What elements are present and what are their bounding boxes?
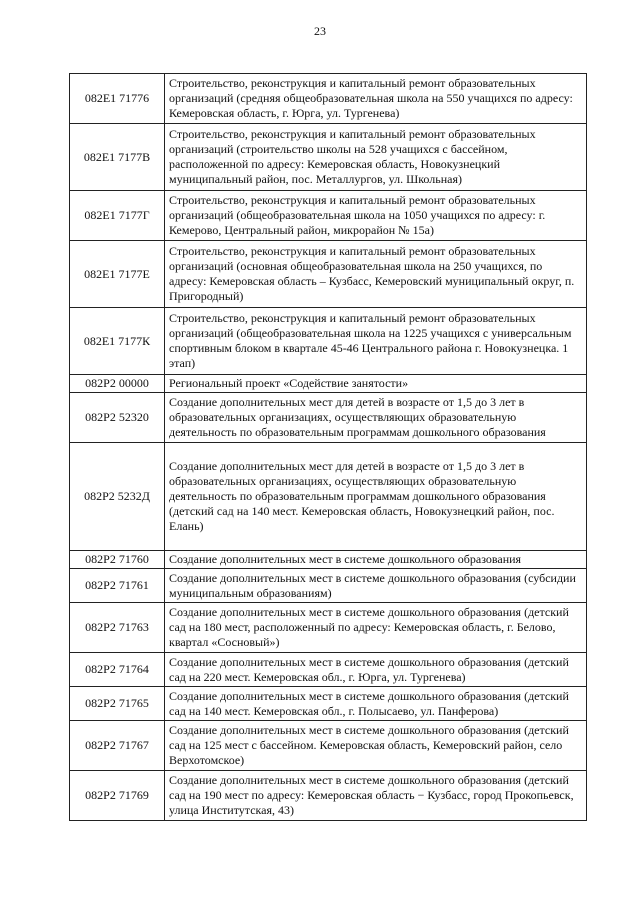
code-cell: 082P2 71764 [70, 653, 165, 687]
description-cell: Создание дополнительных мест в системе дошкольного образования (детский сад на 220 мест. Кемеровская обл., г. Юрга, ул. Тургенева) [165, 653, 587, 687]
table-row [70, 74, 587, 124]
code-cell: 082E1 7177Е [70, 241, 165, 308]
table-row [70, 443, 587, 551]
table-row [70, 569, 587, 603]
table-row [70, 241, 587, 308]
code-cell: 082P2 71761 [70, 569, 165, 603]
description-cell: Создание дополнительных мест в системе дошкольного образования [165, 551, 587, 569]
code-cell: 082E1 71776 [70, 74, 165, 124]
code-cell: 082P2 5232Д [70, 443, 165, 551]
code-cell: 082E1 7177Г [70, 191, 165, 241]
description-cell: Строительство, реконструкция и капитальный ремонт образовательных организаций (строительство школы на 528 учащихся с бассейном, расположенной по адресу: Кемеровская область, Новокузнецкий муниципальный район, пос. Металлургов, ул. Школьная) [165, 124, 587, 191]
table-row [70, 191, 587, 241]
table-row [70, 653, 587, 687]
table-row [70, 721, 587, 771]
description-cell: Строительство, реконструкция и капитальный ремонт образовательных организаций (основная общеобразовательная школа на 250 учащихся, по адресу: Кемеровская область – Кузбасс, Кемеровский муниципальный округ, п. Пригородный) [165, 241, 587, 308]
table-row [70, 687, 587, 721]
code-cell: 082P2 00000 [70, 375, 165, 393]
table-row [70, 124, 587, 191]
table-row [70, 603, 587, 653]
code-cell: 082P2 71767 [70, 721, 165, 771]
code-cell: 082E1 7177К [70, 308, 165, 375]
description-cell: Строительство, реконструкция и капитальный ремонт образовательных организаций (общеобразовательная школа на 1225 учащихся с универсальным спортивным блоком в квартале 45-46 Центрального района г. Новокузнецка. 1 этап) [165, 308, 587, 375]
code-cell: 082P2 71765 [70, 687, 165, 721]
description-cell: Создание дополнительных мест в системе дошкольного образования (детский сад на 140 мест. Кемеровская обл., г. Полысаево, ул. Панферова) [165, 687, 587, 721]
description-cell: Создание дополнительных мест для детей в возрасте от 1,5 до 3 лет в образовательных организациях, осуществляющих образовательную деятельность по образовательным программам дошкольного образования [165, 393, 587, 443]
description-cell: Региональный проект «Содействие занятости» [165, 375, 587, 393]
code-cell: 082P2 71763 [70, 603, 165, 653]
table-row [70, 551, 587, 569]
description-cell: Создание дополнительных мест в системе дошкольного образования (детский сад на 190 мест по адресу: Кемеровская область − Кузбасс, город Прокопьевск, улица Институтская, 43) [165, 771, 587, 821]
code-cell: 082E1 7177В [70, 124, 165, 191]
description-cell: Создание дополнительных мест для детей в возрасте от 1,5 до 3 лет в образовательных организациях, осуществляющих образовательную деятельность по образовательным программам дошкольного образования (детский сад на 140 мест. Кемеровская область, Новокузнецкий район, пос. Елань) [165, 443, 587, 551]
description-cell: Строительство, реконструкция и капитальный ремонт образовательных организаций (общеобразовательная школа на 1050 учащихся по адресу: г. Кемерово, Центральный район, микрорайон № 15а) [165, 191, 587, 241]
description-cell: Создание дополнительных мест в системе дошкольного образования (детский сад на 125 мест с бассейном. Кемеровская область, Кемеровский район, село Верхотомское) [165, 721, 587, 771]
description-cell: Создание дополнительных мест в системе дошкольного образования (детский сад на 180 мест, расположенный по адресу: Кемеровская область, г. Белово, квартал «Сосновый») [165, 603, 587, 653]
table-row [70, 771, 587, 821]
budget-code-table [69, 73, 587, 821]
description-cell: Создание дополнительных мест в системе дошкольного образования (субсидии муниципальным образованиям) [165, 569, 587, 603]
code-cell: 082P2 52320 [70, 393, 165, 443]
description-cell: Строительство, реконструкция и капитальный ремонт образовательных организаций (средняя общеобразовательная школа на 550 учащихся по адресу: Кемеровская область, г. Юрга, ул. Тургенева) [165, 74, 587, 124]
table-row [70, 393, 587, 443]
page-number: 23 [314, 24, 326, 38]
code-cell: 082P2 71760 [70, 551, 165, 569]
table-row [70, 308, 587, 375]
table-row [70, 375, 587, 393]
code-cell: 082P2 71769 [70, 771, 165, 821]
